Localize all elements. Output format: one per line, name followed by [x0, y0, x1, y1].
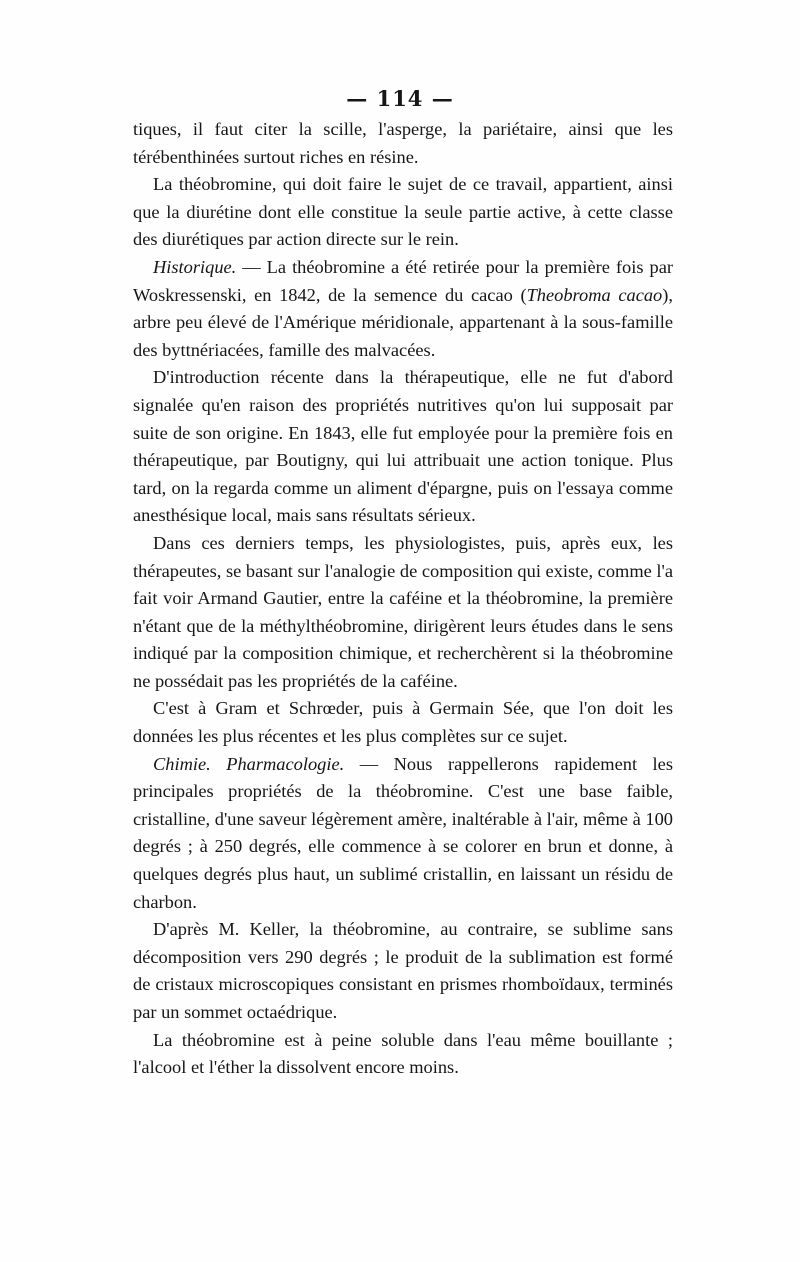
species-name: Theobroma cacao	[526, 284, 663, 305]
paragraph-text: ), arbre peu élevé de l'Amérique méridionale, appartenant à la sous-famille des byttnériacées, famille des malvacées.	[133, 284, 673, 360]
paragraph-chimie	[133, 751, 673, 917]
page-number: — 114 —	[346, 86, 454, 111]
paragraph-5	[133, 530, 673, 696]
paragraph-8	[133, 916, 673, 1026]
paragraph-6	[133, 695, 673, 750]
paragraph-text: — La théobromine a été retirée pour la première fois par Woskressenski, en 1842, de la semence du cacao (	[133, 256, 673, 305]
paragraph-text: La théobromine est à peine soluble dans l'eau même bouillante ; l'alcool et l'éther la dissolvent encore moins.	[133, 1029, 673, 1078]
section-heading-chimie: Chimie. Pharmacologie.	[153, 753, 345, 774]
paragraph-1	[133, 116, 673, 171]
paragraph-text: La théobromine, qui doit faire le sujet de ce travail, appartient, ainsi que la diurétine dont elle constitue la seule partie active, à cette classe des diurétiques par action directe sur le rein.	[133, 174, 673, 250]
paragraph-historique	[133, 254, 673, 364]
paragraph-text: Dans ces derniers temps, les physiologistes, puis, après eux, les thérapeutes, se basant sur l'analogie de composition qui existe, comme l'a fait voir Armand Gautier, entre la caféine et la théobromine, la première n'étant que de la méthylthéobromine, dirigèrent leurs études dans le sens indiqué par la composition chimique, et recherchèrent si la théobromine ne possédait pas les propriétés de la caféine.	[133, 532, 673, 691]
paragraph-text: C'est à Gram et Schrœder, puis à Germain Sée, que l'on doit les données les plus récentes et les plus complètes sur ce sujet.	[133, 698, 673, 747]
paragraph-text: D'après M. Keller, la théobromine, au contraire, se sublime sans décomposition vers 290 degrés ; le produit de la sublimation est formé de cristaux microscopiques consistant en prismes rhomboïdaux, terminés par un sommet octaédrique.	[133, 919, 673, 1022]
paragraph-text: D'introduction récente dans la thérapeutique, elle ne fut d'abord signalée qu'en raison des propriétés nutritives qu'on lui supposait par suite de son origine. En 1843, elle fut employée pour la première fois en thérapeutique, par Boutigny, qui lui attribuait une action tonique. Plus tard, on la regarda comme un aliment d'épargne, puis on l'essaya comme anesthésique local, mais sans résultats sérieux.	[133, 367, 673, 526]
paragraph-text: tiques, il faut citer la scille, l'asperge, la pariétaire, ainsi que les térébenthinées surtout riches en résine.	[133, 119, 673, 167]
paragraph-4	[133, 364, 673, 530]
paragraph-text: — Nous rappellerons rapidement les principales propriétés de la théobromine. C'est une base faible, cristalline, d'une saveur légèrement amère, inaltérable à l'air, même à 100 degrés ; à 250 degrés, elle commence à se colorer en brun et donne, à quelques degrés plus haut, un sublimé cristallin, en laissant un résidu de charbon.	[133, 753, 673, 912]
body-text	[133, 116, 673, 1082]
section-heading-historique: Historique.	[153, 256, 237, 277]
paragraph-2	[133, 171, 673, 254]
paragraph-9	[133, 1027, 673, 1082]
